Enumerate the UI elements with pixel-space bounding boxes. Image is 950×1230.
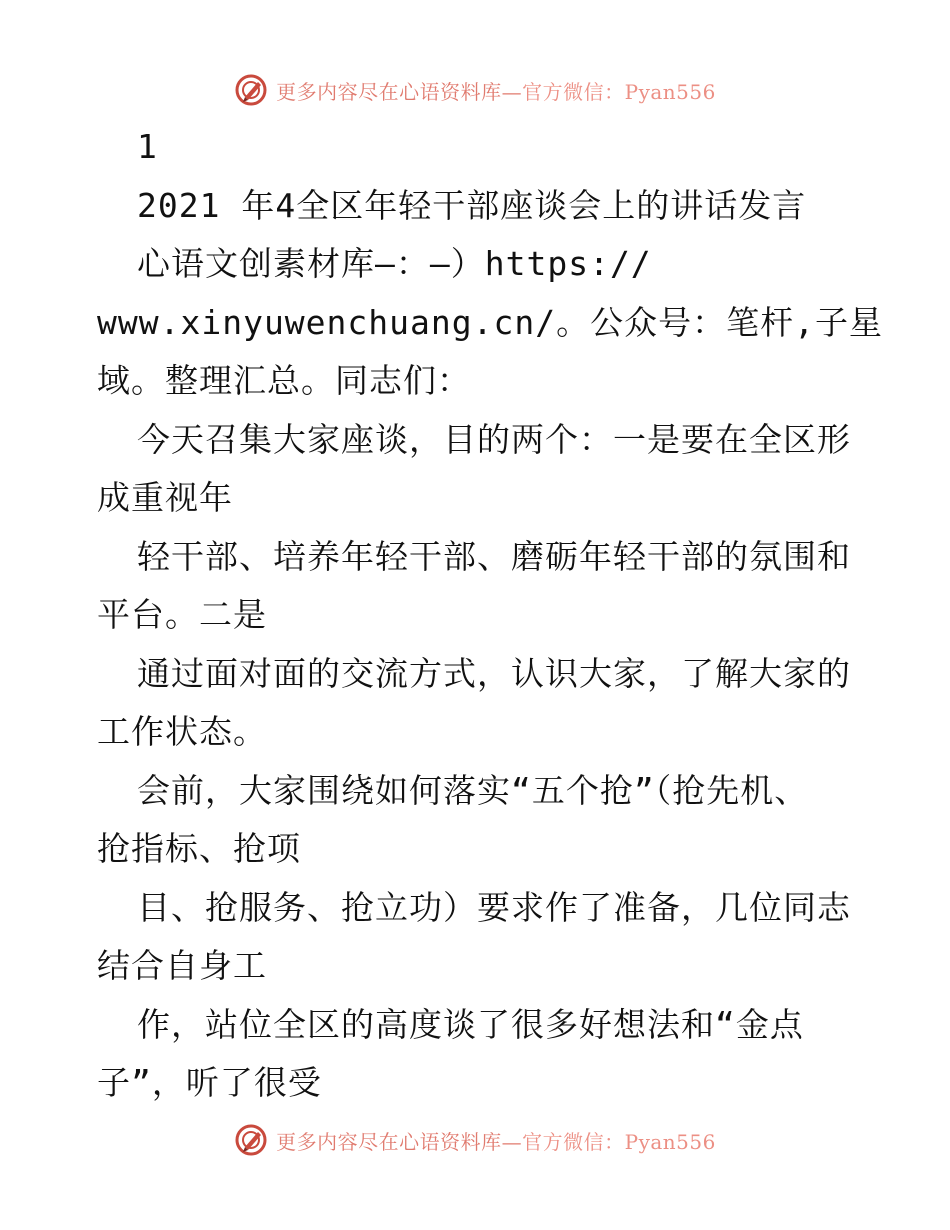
text-line: 通过面对面的交流方式，认识大家，了解大家的 (137, 653, 851, 693)
text-line: 目、抢服务、抢立功）要求作了准备，几位同志 (137, 887, 851, 927)
footer-banner-text (276, 1126, 716, 1155)
header-banner-main: 更多内容尽在心语资料库 (276, 79, 502, 104)
text-line: 心语文创素材库—：—）https:// (137, 244, 652, 283)
text-line: www.xinyuwenchuang.cn/。公众号：笔杆,子星 (97, 302, 883, 342)
footer-banner-id: Pyan556 (624, 1129, 716, 1154)
footer-banner (0, 1120, 950, 1160)
text-line: 成重视年 (97, 478, 233, 517)
header-banner (0, 70, 950, 110)
pen-circle-logo-icon (234, 1123, 268, 1157)
text-line: 轻干部、培养年轻干部、磨砺年轻干部的氛围和 (137, 536, 851, 576)
footer-banner-main: 更多内容尽在心语资料库 (276, 1129, 502, 1154)
header-banner-text (276, 76, 716, 105)
pen-circle-logo-icon (234, 73, 268, 107)
text-line: 会前，大家围绕如何落实“五个抢”（抢先机、 (137, 770, 809, 810)
text-line: 工作状态。 (97, 712, 267, 751)
header-banner-wechat: 官方微信： (522, 79, 625, 104)
header-banner-dash: — (501, 79, 523, 104)
header-banner-id: Pyan556 (624, 79, 716, 104)
text-line: 结合自身工 (97, 946, 267, 985)
text-line: 作，站位全区的高度谈了很多好想法和“金点 (137, 1004, 804, 1044)
text-line: 今天召集大家座谈，目的两个：一是要在全区形 (137, 419, 851, 459)
text-line: 子”，听了很受 (97, 1063, 322, 1102)
text-line: 平台。二是 (97, 595, 267, 634)
footer-banner-wechat: 官方微信： (522, 1129, 625, 1154)
document-body (97, 118, 883, 1113)
footer-banner-dash: — (501, 1129, 523, 1154)
text-line: 2021 年4全区年轻干部座谈会上的讲话发言 (137, 185, 807, 225)
text-line: 1 (137, 127, 158, 166)
text-line: 域。整理汇总。同志们： (97, 361, 471, 400)
text-line: 抢指标、抢项 (97, 829, 301, 868)
